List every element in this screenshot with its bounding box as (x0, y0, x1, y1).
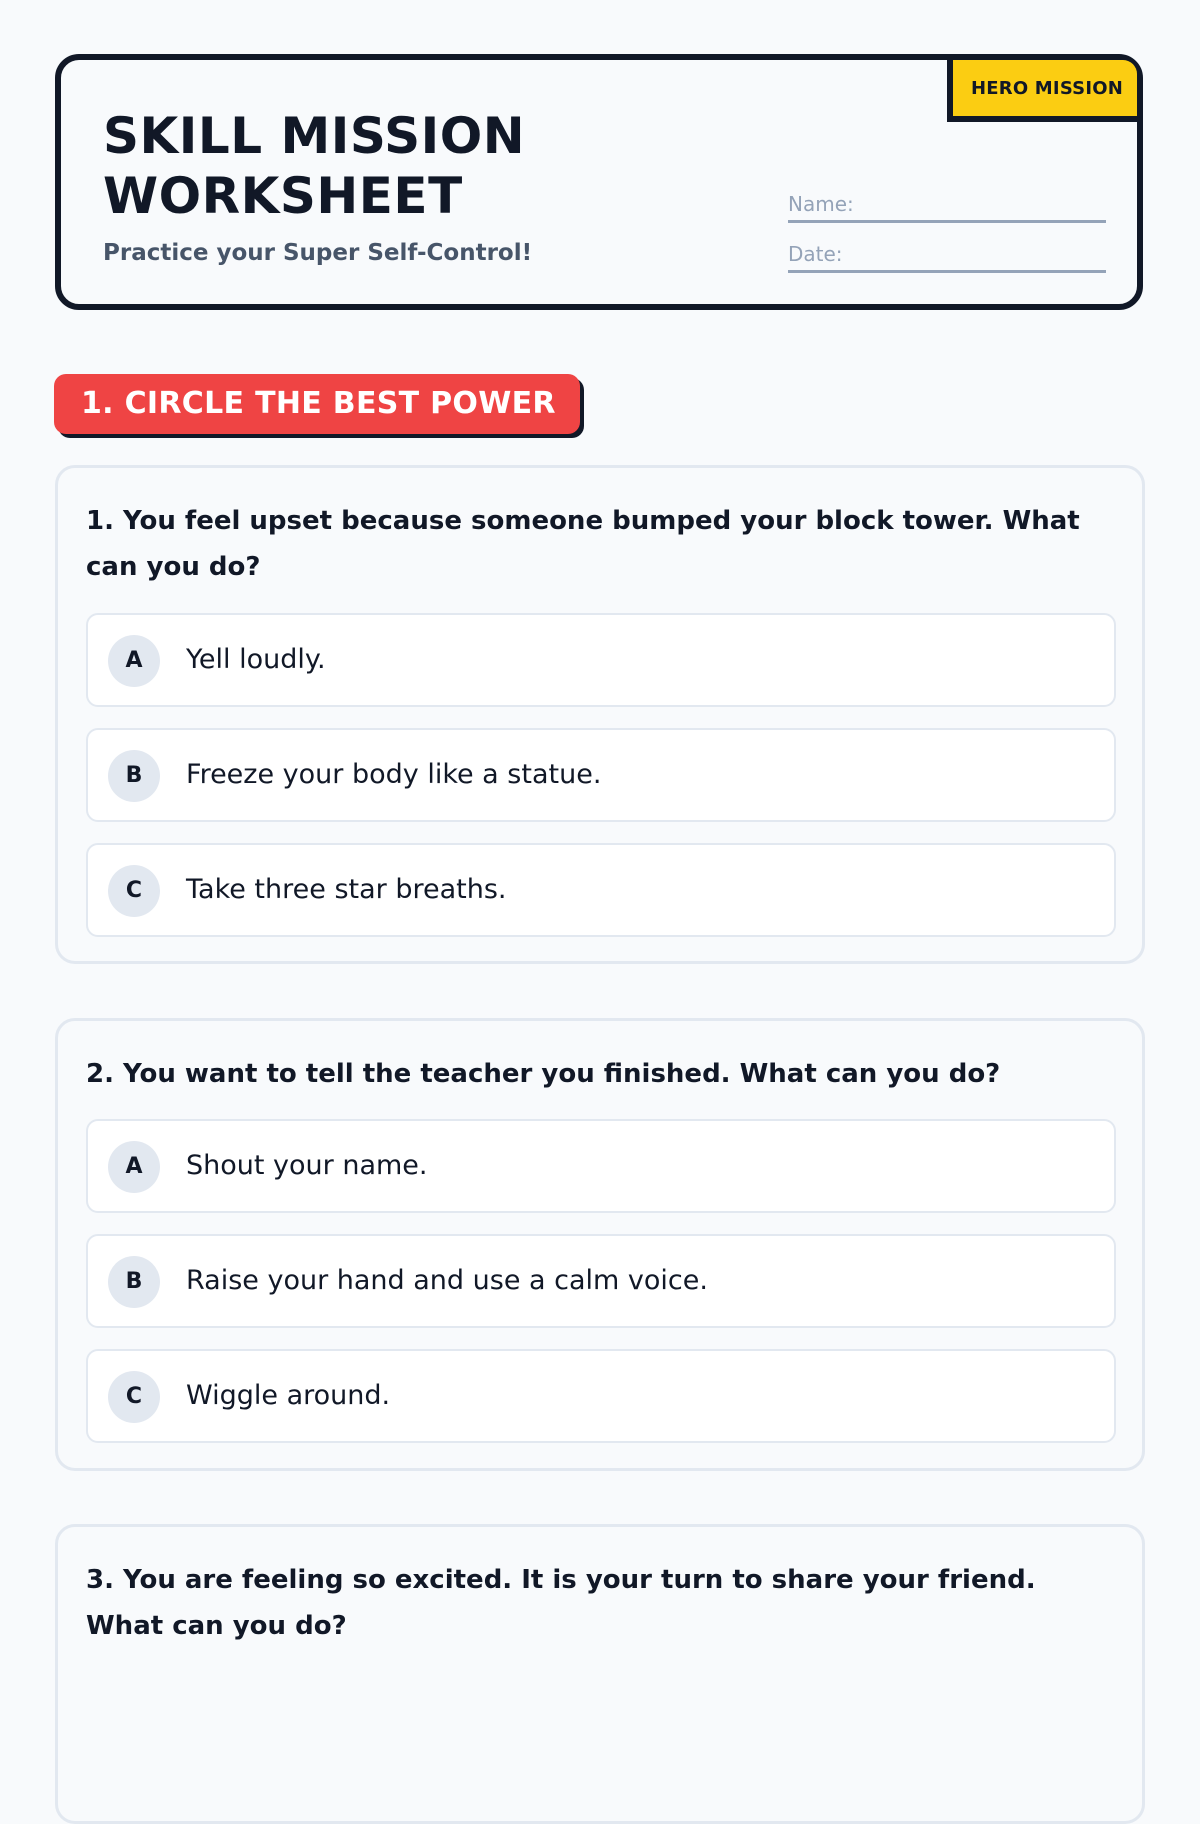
option-text: Wiggle around. (186, 1380, 391, 1411)
option-1b[interactable] (86, 728, 1116, 822)
question-card-2 (55, 1018, 1145, 1471)
option-letter: C (108, 865, 160, 917)
date-field[interactable]: Date: (788, 242, 1106, 273)
option-text: Freeze your body like a statue. (186, 759, 602, 790)
option-1c[interactable] (86, 843, 1116, 937)
question-text-1: 1. You feel upset because someone bumped your block tower. What can you do? (86, 506, 1080, 582)
option-1a[interactable] (86, 613, 1116, 707)
section-title-circle-best-power: 1. CIRCLE THE BEST POWER (54, 374, 580, 434)
option-2a[interactable] (86, 1119, 1116, 1213)
question-text-2: 2. You want to tell the teacher you finished. What can you do? (86, 1059, 1001, 1089)
question-text-3: 3. You are feeling so excited. It is your turn to share your friend. What can you do? (86, 1565, 1036, 1641)
option-text: Shout your name. (186, 1150, 428, 1181)
page-subtitle: Practice your Super Self-Control! (103, 240, 533, 266)
option-letter: A (108, 635, 160, 687)
page-title: SKILL MISSION WORKSHEET (103, 107, 526, 225)
option-2b[interactable] (86, 1234, 1116, 1328)
question-card-1 (55, 465, 1145, 964)
option-text: Take three star breaths. (186, 874, 507, 905)
option-letter: C (108, 1371, 160, 1423)
option-letter: B (108, 750, 160, 802)
option-2c[interactable] (86, 1349, 1116, 1443)
option-text: Yell loudly. (186, 644, 326, 675)
option-letter: A (108, 1141, 160, 1193)
header-card (55, 54, 1143, 310)
name-field[interactable]: Name: (788, 192, 1106, 223)
hero-mission-badge: HERO MISSION (947, 60, 1137, 122)
option-letter: B (108, 1256, 160, 1308)
question-card-3 (55, 1524, 1145, 1824)
option-text: Raise your hand and use a calm voice. (186, 1265, 708, 1296)
